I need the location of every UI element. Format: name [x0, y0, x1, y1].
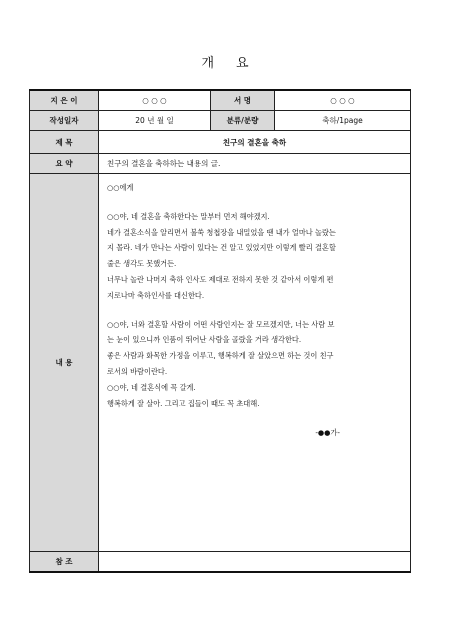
reference-label: 참 조: [30, 552, 99, 573]
author-label: 지 은 이: [30, 90, 99, 111]
letter-salutation: ○○에게: [107, 183, 134, 192]
sign-label: 서 명: [211, 90, 275, 111]
category-value: 축하/1page: [275, 111, 411, 131]
letter-line: 지 몰라. 네가 만나는 사람이 있다는 건 알고 있었지만 이렇게 빨리 결혼할: [107, 243, 336, 253]
letter-line: ○○야, 네 결혼식에 꼭 갈게.: [107, 382, 196, 392]
sign-value: ○ ○ ○: [275, 90, 411, 111]
document-title: [0, 52, 450, 71]
title-char-1: 개: [201, 56, 214, 71]
category-label: 분류/분량: [211, 111, 275, 131]
overview-form-table: [29, 89, 411, 573]
subject-value: 친구의 결혼을 축하: [99, 131, 411, 154]
title-char-2: 요: [236, 56, 249, 71]
letter-line: ○○야, 네 결혼을 축하한다는 말부터 먼저 해야겠지.: [107, 211, 270, 221]
date-label: 작성일자: [30, 111, 99, 131]
letter-line: 너무나 놀란 나머지 축하 인사도 제대로 전하지 못한 것 같아서 이렇게 편: [107, 274, 334, 284]
letter-line: 는 눈이 있으니까 인품이 뛰어난 사람을 골랐을 거라 생각한다.: [107, 335, 302, 345]
summary-label: 요 약: [30, 154, 99, 174]
author-value: ○ ○ ○: [99, 90, 211, 111]
letter-line: 네가 결혼소식을 알리면서 불쑥 청첩장을 내밀었을 땐 내가 얼마나 놀랐는: [107, 227, 336, 237]
letter-line: 줄은 생각도 못했거든.: [107, 259, 177, 269]
letter-signature: -●●가-: [315, 428, 340, 438]
letter-line: 행복하게 잘 살아. 그리고 집들이 때도 꼭 초대해.: [107, 398, 260, 408]
letter-line: 지로나마 축하인사를 대신한다.: [107, 290, 205, 300]
content-label: 내 용: [30, 174, 99, 552]
letter-line: 좋은 사람과 화목한 가정을 이루고, 행복하게 잘 살았으면 하는 것이 친구: [107, 351, 334, 361]
reference-value: [99, 552, 411, 573]
subject-label: 제 목: [30, 131, 99, 154]
letter-line: 로서의 바람이란다.: [107, 366, 168, 376]
letter-line: ○○야, 너와 결혼할 사람이 어떤 사람인지는 잘 모르겠지만, 너는 사람 보: [107, 319, 335, 329]
content-body: [99, 174, 411, 552]
summary-value: 친구의 결혼을 축하하는 내용의 글.: [99, 154, 411, 174]
date-value: 20 년 월 일: [99, 111, 211, 131]
